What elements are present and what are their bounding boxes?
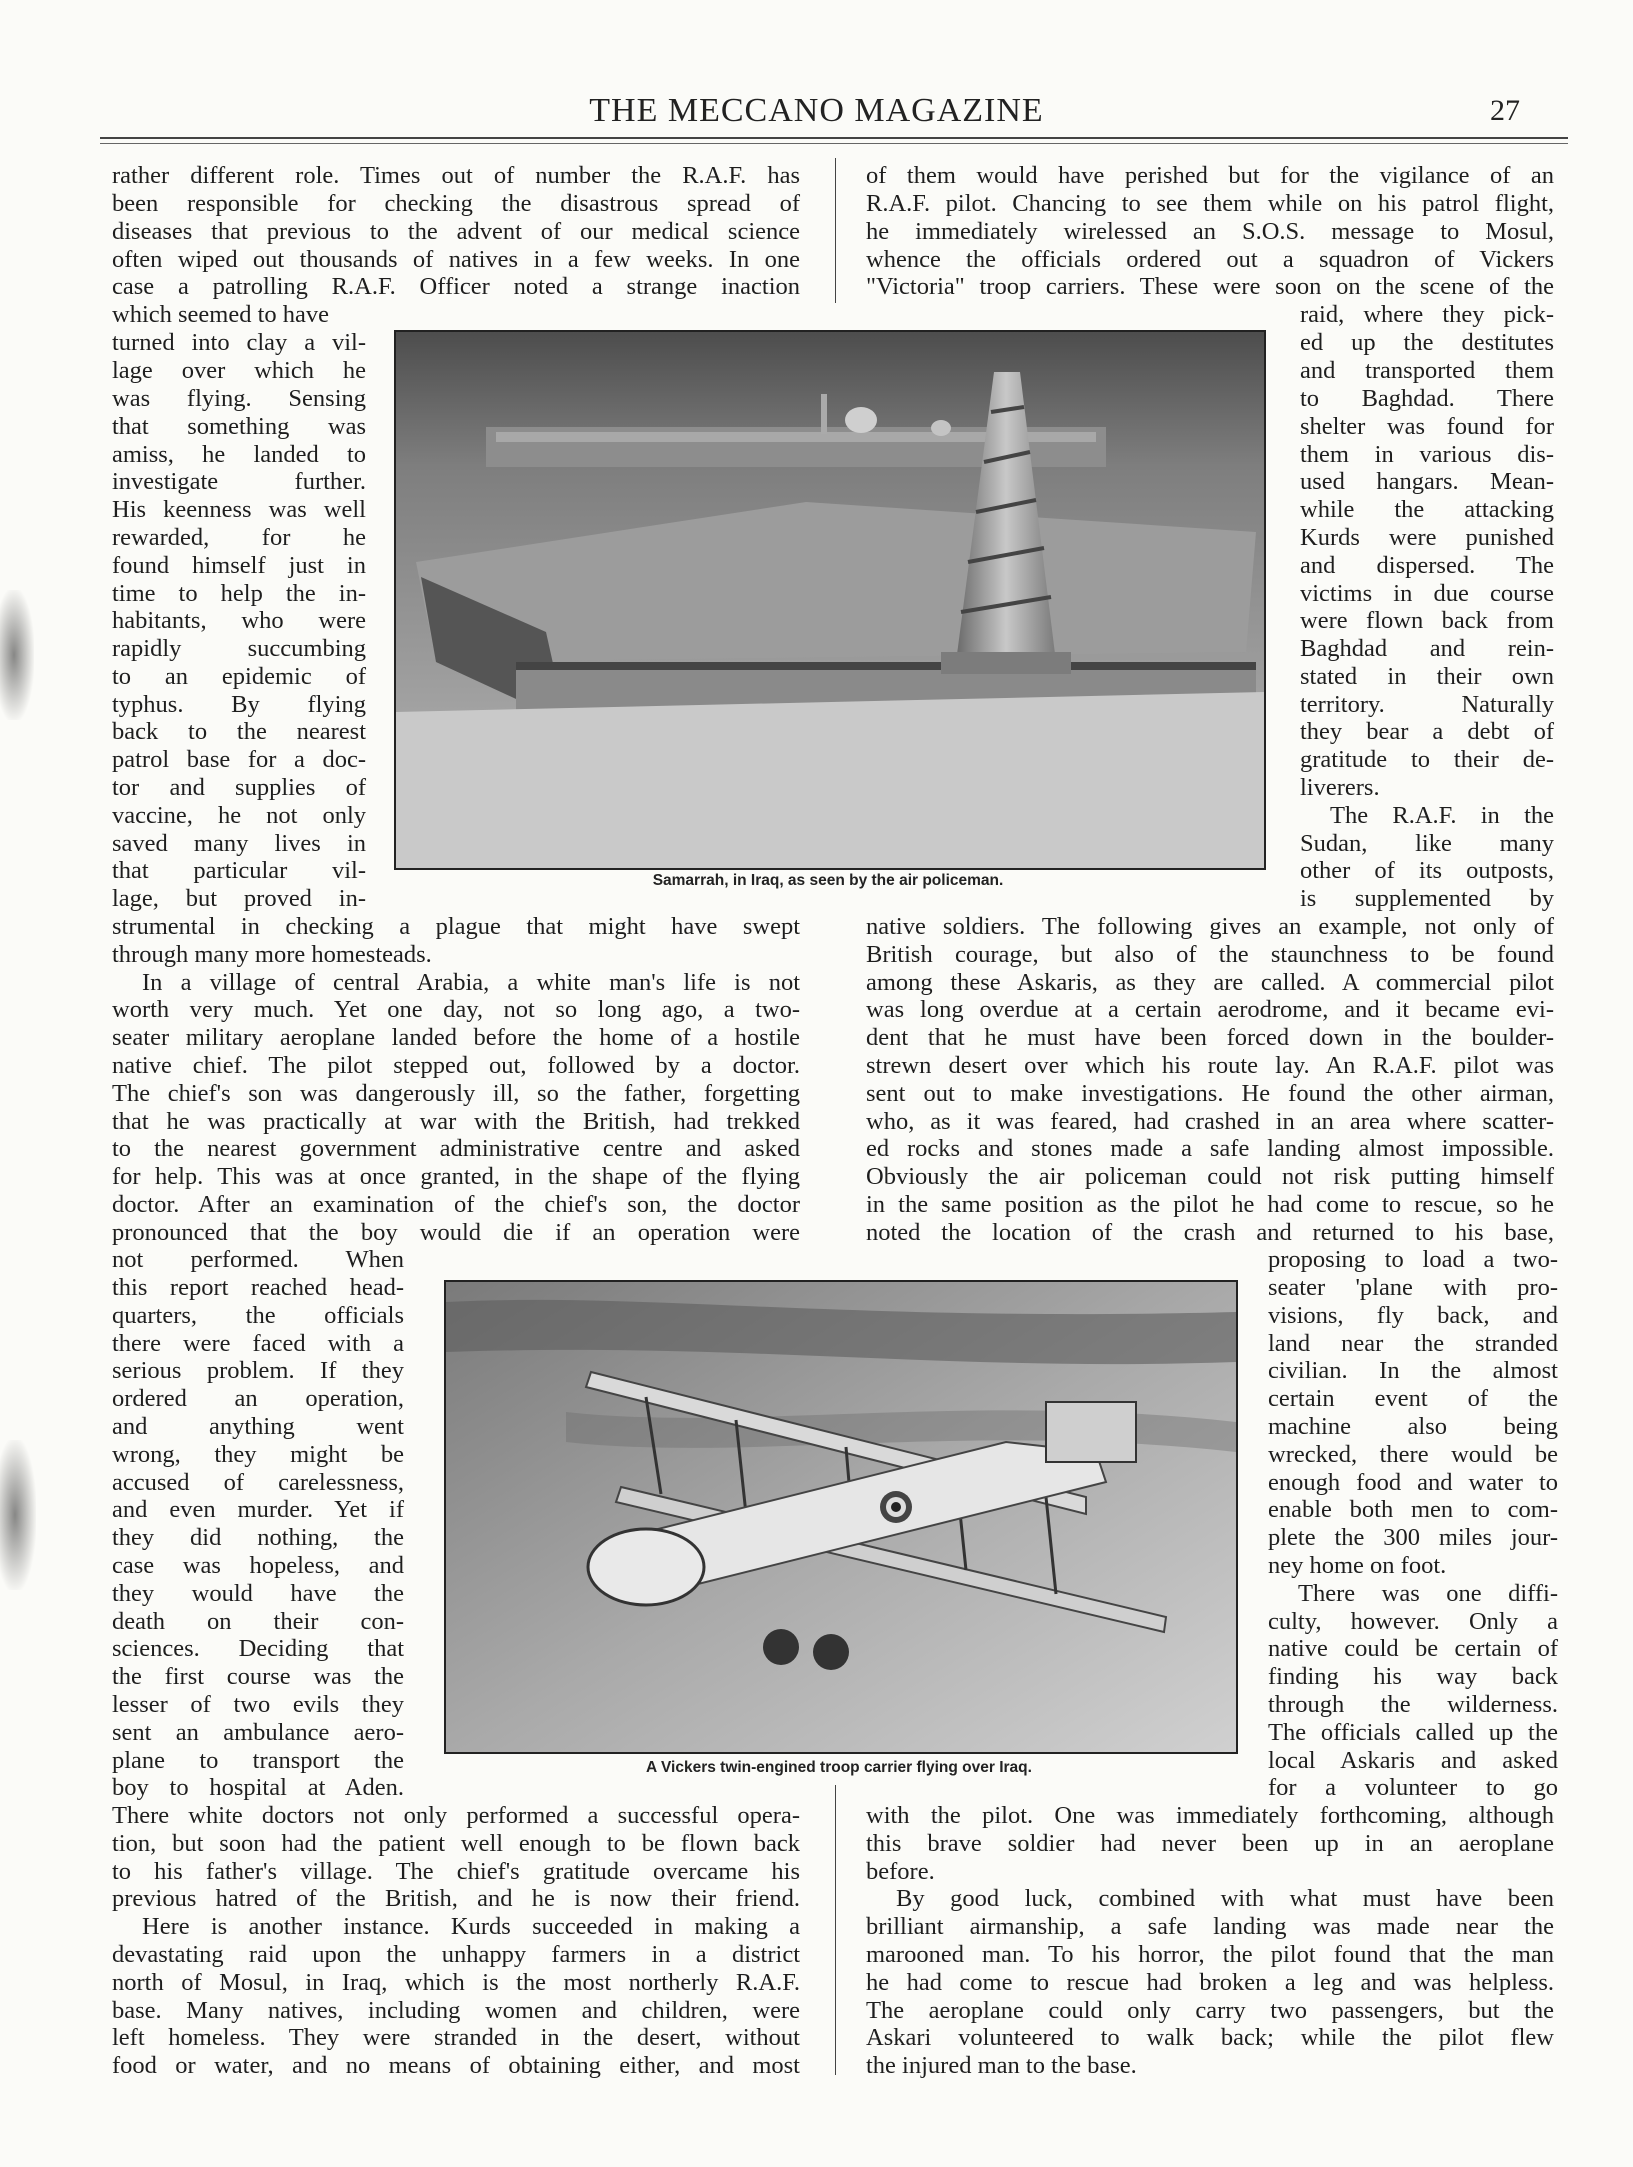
text-line: liverers. xyxy=(1300,774,1380,801)
text-line: that particular vil- xyxy=(112,857,366,884)
text-line: civilian. In the almost xyxy=(1268,1357,1558,1384)
text-line: ed up the destitutes xyxy=(1300,329,1554,356)
text-line: wrecked, there would be xyxy=(1268,1441,1558,1468)
text-line: death on their con- xyxy=(112,1608,404,1635)
text-line: to the nearest government administrative centre and asked xyxy=(112,1135,800,1162)
text-line: machine also being xyxy=(1268,1413,1558,1440)
text-line: lage, but proved in- xyxy=(112,885,366,912)
text-line: while the attacking xyxy=(1300,496,1554,523)
text-line: through the wilderness. xyxy=(1268,1691,1558,1718)
text-line: There was one diffi- xyxy=(1298,1580,1558,1607)
text-line: shelter was found for xyxy=(1300,413,1554,440)
text-line: he had come to rescue had broken a leg and was helpless. xyxy=(866,1969,1554,1996)
text-line: other of its outposts, xyxy=(1300,857,1554,884)
text-line: wrong, they might be xyxy=(112,1441,404,1468)
text-line: they bear a debt of xyxy=(1300,718,1554,745)
text-line: rather different role. Times out of number the R.A.F. has xyxy=(112,162,800,189)
text-line: were flown back from xyxy=(1300,607,1554,634)
text-line: among these Askaris, as they are called. A commercial pilot xyxy=(866,969,1554,996)
text-line: ney home on foot. xyxy=(1268,1552,1447,1579)
text-line: lesser of two evils they xyxy=(112,1691,404,1718)
text-line: to an epidemic of xyxy=(112,663,366,690)
text-line: Askari volunteered to walk back; while the pilot flew xyxy=(866,2024,1554,2051)
text-line: The chief's son was dangerously ill, so the father, forgetting xyxy=(112,1080,800,1107)
text-line: food or water, and no means of obtaining either, and most xyxy=(112,2052,800,2079)
text-line: with the pilot. One was immediately forthcoming, although xyxy=(866,1802,1554,1829)
text-line: that something was xyxy=(112,413,366,440)
page-number: 27 xyxy=(1490,94,1520,127)
text-line: amiss, he landed to xyxy=(112,441,366,468)
text-line: and transported them xyxy=(1300,357,1554,384)
vickers-photo xyxy=(444,1280,1238,1754)
text-line: Kurds were punished xyxy=(1300,524,1554,551)
text-line: lage over which he xyxy=(112,357,366,384)
text-line: plete the 300 miles jour- xyxy=(1268,1524,1558,1551)
text-line: proposing to load a two- xyxy=(1268,1246,1558,1273)
text-line: case a patrolling R.A.F. Officer noted a strange inaction xyxy=(112,273,800,300)
text-line: enable both men to com- xyxy=(1268,1496,1558,1523)
text-line: stated in their own xyxy=(1300,663,1554,690)
text-line: to Baghdad. There xyxy=(1300,385,1554,412)
text-line: vaccine, he not only xyxy=(112,802,366,829)
text-line: seater military aeroplane landed before the home of a hostile xyxy=(112,1024,800,1051)
text-line: tor and supplies of xyxy=(112,774,366,801)
text-line: them in various dis- xyxy=(1300,441,1554,468)
text-line: Obviously the air policeman could not risk putting himself xyxy=(866,1163,1554,1190)
text-line: plane to transport the xyxy=(112,1747,404,1774)
text-line: raid, where they pick- xyxy=(1300,301,1554,328)
text-line: quarters, the officials xyxy=(112,1302,404,1329)
text-line: accused of carelessness, xyxy=(112,1469,404,1496)
column-divider-top xyxy=(835,158,836,303)
text-line: there were faced with a xyxy=(112,1330,404,1357)
text-line: doctor. After an examination of the chief's son, the doctor xyxy=(112,1191,800,1218)
text-line: ed rocks and stones made a safe landing almost impossible. xyxy=(866,1135,1554,1162)
text-line: R.A.F. pilot. Chancing to see them while on his patrol flight, xyxy=(866,190,1554,217)
text-line: habitants, who were xyxy=(112,607,366,634)
text-line: who, as it was feared, had crashed in an area where scatter- xyxy=(866,1108,1554,1135)
text-line: strumental in checking a plague that might have swept xyxy=(112,913,800,940)
text-line: often wiped out thousands of natives in a few weeks. In one xyxy=(112,246,800,273)
text-line: used hangars. Mean- xyxy=(1300,468,1554,495)
text-line: His keenness was well xyxy=(112,496,366,523)
header-rule xyxy=(100,137,1568,139)
text-line: dent that he must have been forced down in the boulder- xyxy=(866,1024,1554,1051)
text-line: serious problem. If they xyxy=(112,1357,404,1384)
text-line: not performed. When xyxy=(112,1246,404,1273)
vickers-caption: A Vickers twin-engined troop carrier flying over Iraq. xyxy=(646,1759,1032,1776)
samarrah-caption: Samarrah, in Iraq, as seen by the air policeman. xyxy=(652,872,1004,889)
text-line: marooned man. To his horror, the pilot found that the man xyxy=(866,1941,1554,1968)
text-line: case was hopeless, and xyxy=(112,1552,404,1579)
text-line: devastating raid upon the unhappy farmers in a district xyxy=(112,1941,800,1968)
text-line: In a village of central Arabia, a white man's life is not xyxy=(142,969,800,996)
text-line: turned into clay a vil- xyxy=(112,329,366,356)
text-line: found himself just in xyxy=(112,552,366,579)
text-line: rapidly succumbing xyxy=(112,635,366,662)
samarrah-photo xyxy=(394,330,1266,870)
text-line: By good luck, combined with what must have been xyxy=(896,1885,1554,1912)
text-line: Baghdad and rein- xyxy=(1300,635,1554,662)
text-line: Sudan, like many xyxy=(1300,830,1554,857)
text-line: ordered an operation, xyxy=(112,1385,404,1412)
text-line: back to the nearest xyxy=(112,718,366,745)
text-line: he immediately wirelessed an S.O.S. message to Mosul, xyxy=(866,218,1554,245)
text-line: was flying. Sensing xyxy=(112,385,366,412)
text-line: certain event of the xyxy=(1268,1385,1558,1412)
text-line: they would have the xyxy=(112,1580,404,1607)
text-line: tion, but soon had the patient well enough to be flown back xyxy=(112,1830,800,1857)
text-line: and anything went xyxy=(112,1413,404,1440)
text-line: rewarded, for he xyxy=(112,524,366,551)
text-line: for help. This was at once granted, in the shape of the flying xyxy=(112,1163,800,1190)
text-line: been responsible for checking the disastrous spread of xyxy=(112,190,800,217)
text-line: previous hatred of the British, and he is now their friend. xyxy=(112,1885,800,1912)
text-line: land near the stranded xyxy=(1268,1330,1558,1357)
text-line: whence the officials ordered out a squadron of Vickers xyxy=(866,246,1554,273)
text-line: victims in due course xyxy=(1300,580,1554,607)
text-line: strewn desert over which his route lay. An R.A.F. pilot was xyxy=(866,1052,1554,1079)
text-line: and even murder. Yet if xyxy=(112,1496,404,1523)
text-line: local Askaris and asked xyxy=(1268,1747,1558,1774)
text-line: British courage, but also of the staunchness to be found xyxy=(866,941,1554,968)
text-line: brilliant airmanship, a safe landing was made near the xyxy=(866,1913,1554,1940)
text-line: diseases that previous to the advent of our medical science xyxy=(112,218,800,245)
header-rule-thin xyxy=(100,143,1568,144)
text-line: noted the location of the crash and returned to his base, xyxy=(866,1219,1554,1246)
text-line: this brave soldier had never been up in an aeroplane xyxy=(866,1830,1554,1857)
text-line: visions, fly back, and xyxy=(1268,1302,1558,1329)
text-line: base. Many natives, including women and children, were xyxy=(112,1997,800,2024)
text-line: native soldiers. The following gives an example, not only of xyxy=(866,913,1554,940)
text-line: through many more homesteads. xyxy=(112,941,432,968)
text-line: sent out to make investigations. He found the other airman, xyxy=(866,1080,1554,1107)
text-line: to his father's village. The chief's gratitude overcame his xyxy=(112,1858,800,1885)
text-line: patrol base for a doc- xyxy=(112,746,366,773)
text-line: that he was practically at war with the British, had trekked xyxy=(112,1108,800,1135)
text-line: sciences. Deciding that xyxy=(112,1635,404,1662)
text-line: was long overdue at a certain aerodrome, and it became evi- xyxy=(866,996,1554,1023)
text-line: and dispersed. The xyxy=(1300,552,1554,579)
text-line: is supplemented by xyxy=(1300,885,1554,912)
text-line: native could be certain of xyxy=(1268,1635,1558,1662)
text-line: the first course was the xyxy=(112,1663,404,1690)
text-line: Here is another instance. Kurds succeeded in making a xyxy=(142,1913,800,1940)
text-line: gratitude to their de- xyxy=(1300,746,1554,773)
text-line: time to help the in- xyxy=(112,580,366,607)
column-divider-bottom xyxy=(835,1785,836,2075)
scan-smudge-top xyxy=(0,590,34,720)
scan-smudge-bottom xyxy=(0,1440,36,1590)
text-line: The R.A.F. in the xyxy=(1330,802,1554,829)
text-line: saved many lives in xyxy=(112,830,366,857)
text-line: native chief. The pilot stepped out, followed by a doctor. xyxy=(112,1052,800,1079)
text-line: north of Mosul, in Iraq, which is the most northerly R.A.F. xyxy=(112,1969,800,1996)
text-line: left homeless. They were stranded in the desert, without xyxy=(112,2024,800,2051)
text-line: they did nothing, the xyxy=(112,1524,404,1551)
text-line: investigate further. xyxy=(112,468,366,495)
text-line: enough food and water to xyxy=(1268,1469,1558,1496)
text-line: for a volunteer to go xyxy=(1268,1774,1558,1801)
text-line: this report reached head- xyxy=(112,1274,404,1301)
text-line: boy to hospital at Aden. xyxy=(112,1774,404,1801)
magazine-title: THE MECCANO MAGAZINE xyxy=(589,92,1044,129)
text-line: The officials called up the xyxy=(1268,1719,1558,1746)
text-line: in the same position as the pilot he had come to rescue, so he xyxy=(866,1191,1554,1218)
text-line: the injured man to the base. xyxy=(866,2052,1137,2079)
text-line: which seemed to have xyxy=(112,301,330,328)
text-line: territory. Naturally xyxy=(1300,691,1554,718)
text-line: sent an ambulance aero- xyxy=(112,1719,404,1746)
text-line: typhus. By flying xyxy=(112,691,366,718)
text-line: pronounced that the boy would die if an operation were xyxy=(112,1219,800,1246)
text-line: There white doctors not only performed a successful opera- xyxy=(112,1802,800,1829)
text-line: The aeroplane could only carry two passengers, but the xyxy=(866,1997,1554,2024)
text-line: seater 'plane with pro- xyxy=(1268,1274,1558,1301)
text-line: culty, however. Only a xyxy=(1268,1608,1558,1635)
text-line: worth very much. Yet one day, not so long ago, a two- xyxy=(112,996,800,1023)
text-line: before. xyxy=(866,1858,935,1885)
text-line: of them would have perished but for the vigilance of an xyxy=(866,162,1554,189)
text-line: "Victoria" troop carriers. These were soon on the scene of the xyxy=(866,273,1554,300)
text-line: finding his way back xyxy=(1268,1663,1558,1690)
